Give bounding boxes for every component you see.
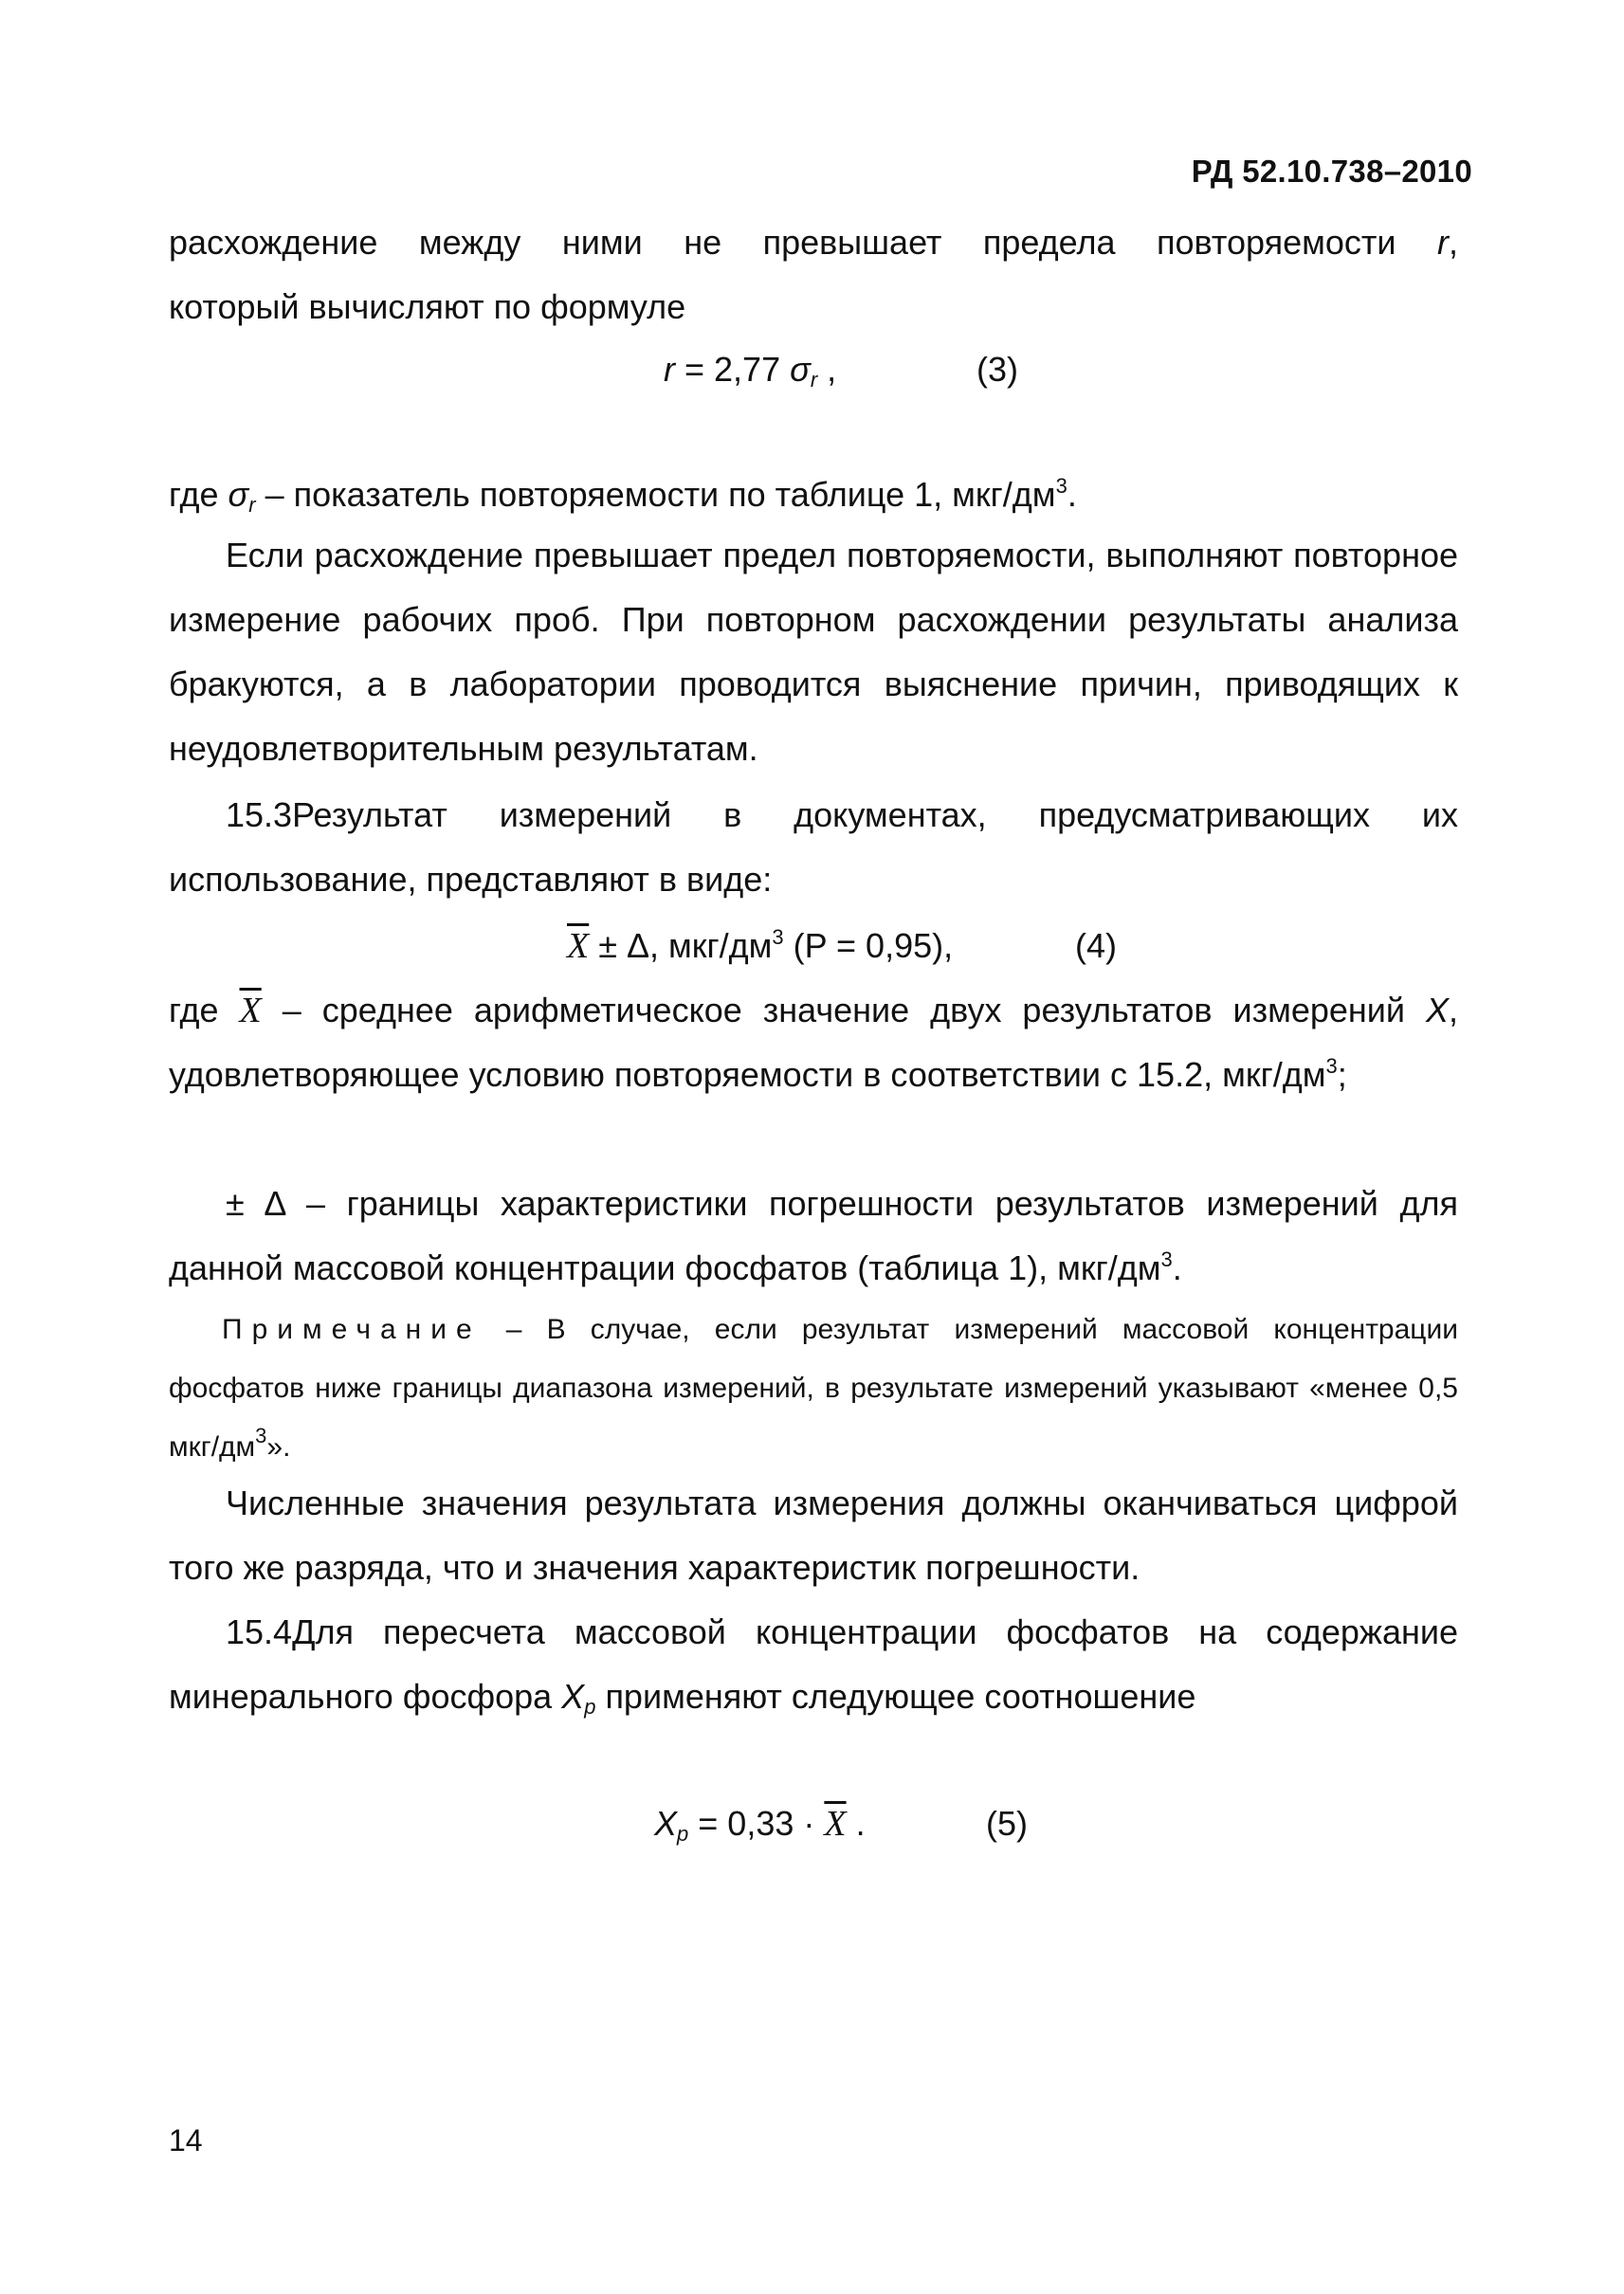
p5-text2: , удовлетворяющее условию повторяемости в соответствии с 15.2, мкг/дм [169, 991, 1458, 1094]
eq4-sup: 3 [772, 925, 784, 949]
p8-x: X [561, 1677, 585, 1716]
equation-number-5: (5) [986, 1804, 1028, 1843]
equation-number-4: (4) [1075, 926, 1117, 965]
paragraph-15-4 [169, 1600, 1458, 1729]
paragraph-15-3 [169, 783, 1458, 912]
p6-sup: 3 [1160, 1247, 1173, 1271]
eq3-tail: , [817, 350, 837, 389]
paragraph-formula-intro [169, 275, 1458, 339]
p2-sup: 3 [1055, 474, 1067, 498]
note-tail: ». [266, 1431, 291, 1463]
paragraph-xbar-definition [169, 978, 1458, 1107]
page-number: 14 [169, 2123, 203, 2157]
eq3-sigma: σ [790, 350, 811, 389]
p4-text: Результат измерений в документах, предусматривающих их использование, представляют в виде: [169, 795, 1458, 899]
p8-sub: p [584, 1695, 596, 1719]
paragraph-numeric-values [169, 1471, 1458, 1600]
p6-tail: . [1172, 1248, 1182, 1287]
p5-xbar: $\overline{X}$ [239, 991, 262, 1030]
p5-sup: 3 [1325, 1054, 1338, 1078]
p3-text: Если расхождение превышает предел повторяемости, выполняют повторное измерение рабочих проб. При повторном расхождении результаты анализа бракуются, а в лаборатории проводится выяснение причин, приводящих к неудовлетворительным результатам. [169, 536, 1458, 768]
equation-number-3: (3) [976, 350, 1018, 389]
p8-text: Для пересчета массовой концентрации фосфатов на содержание минерального фосфора [169, 1612, 1458, 1716]
eq3-lhs: r [664, 350, 675, 389]
p5-tail: ; [1337, 1055, 1347, 1094]
eq4-text: ± Δ, мкг/дм [589, 926, 773, 965]
eq5-sub: p [677, 1822, 689, 1846]
note-text: – В случае, если результат измерений массовой концентрации фосфатов ниже границы диапазона измерений, в результате измерений указывают «менее 0,5 мкг/дм [169, 1314, 1458, 1463]
p1-comma: , [1448, 223, 1458, 262]
p1-r-symbol: r [1436, 223, 1449, 262]
p1-line2: который вычисляют по формуле [169, 287, 686, 326]
p1-text: расхождение между ними не превышает предела повторяемости [169, 223, 1437, 262]
eq5-middle: = 0,33 · [688, 1804, 825, 1843]
p7-text: Численные значения результата измерения должны оканчиваться цифрой того же разряда, что и значения характеристик погрешности. [169, 1484, 1458, 1587]
eq4-tail: (P = 0,95), [783, 926, 954, 965]
p8-num: 15.4 [226, 1612, 293, 1651]
paragraph-delta-definition [169, 1172, 1458, 1301]
eq3-sub: r [810, 368, 818, 391]
eq5-xbar: $\overline{X}$ [824, 1804, 847, 1844]
p2-text: – показатель повторяемости по таблице 1, мкг/дм [255, 475, 1056, 514]
paragraph-sigma-definition [169, 463, 1458, 527]
p2-sigma: σ [228, 475, 249, 514]
p5-text1: – среднее арифметическое значение двух результатов измерений [261, 991, 1426, 1029]
p2-tail: . [1067, 475, 1077, 514]
formula-3 [664, 337, 836, 402]
p5-x: X [1425, 991, 1449, 1029]
p5-lead: где [169, 991, 240, 1029]
note-block [169, 1301, 1458, 1477]
p2-lead: где [169, 475, 228, 514]
document-code: РД 52.10.738–2010 [1191, 154, 1472, 189]
p6-text: ± Δ – границы характеристики погрешности результатов измерений для данной массовой концентрации фосфатов (таблица 1), мкг/дм [169, 1184, 1458, 1287]
p2-sub: r [248, 493, 256, 517]
paragraph-repeatability-limit [169, 210, 1458, 275]
note-sup: 3 [255, 1424, 267, 1447]
paragraph-exceed-limit [169, 523, 1458, 781]
note-label: Примечание [222, 1314, 482, 1345]
eq4-xbar: $\overline{X}$ [567, 926, 590, 966]
p4-num: 15.3 [226, 795, 293, 834]
formula-4 [567, 914, 953, 978]
eq3-middle: = 2,77 [675, 350, 791, 389]
eq5-tail: . [846, 1804, 866, 1843]
eq5-x: X [654, 1804, 678, 1843]
p8-tail: применяют следующее соотношение [595, 1677, 1196, 1716]
formula-5 [654, 1792, 866, 1856]
